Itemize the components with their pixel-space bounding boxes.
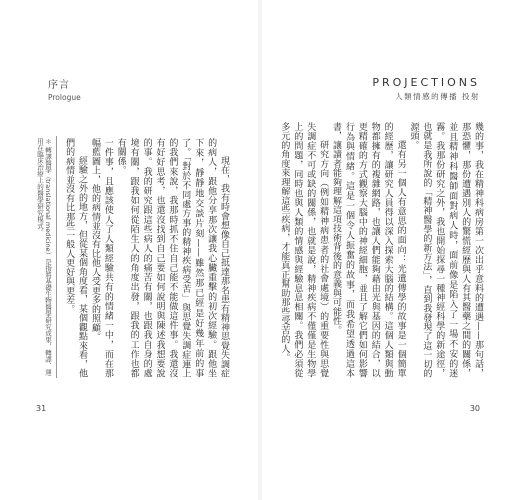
right-paragraph-2: 還有另一個人有意思的面向：光遺傳學的故事是一個簡單的經歷，讓研究人員得以深入探索大腦的結構。這個人類與動物都擁有的複雜網路，也讓人們能夠藉由光與基因的結合，以更精確的方式觀察大腦中的神經細胞，並且了解它們如何影響行為與情緒。這是一個令人振奮的故事，而我希望透過這本書，讓讀者能夠理解這項技術背後的意義與可能性。: [331, 122, 406, 378]
left-body-text: [64, 138, 230, 378]
footnote-text: 轉譯醫學（translational medicine）是指將基礎生物醫學研究成果，轉譯、運用在臨床治療上的醫學研究模式。: [36, 138, 52, 376]
left-page: [0, 0, 258, 500]
footnote-marker: ＊: [44, 138, 52, 145]
page-number-left: 31: [36, 404, 47, 413]
page-number-right: 30: [469, 404, 480, 413]
right-page: [262, 0, 520, 500]
left-paragraph-1: 現在，我有時會想像自己抵達那名患有精神思覺失調症的病人，跟他分享那次讓我心臟重擊的初次經驗。跟他坐下來，靜靜地交談片刻——雖然那已經是好幾年前的事了。「對於不同處方事的精神疾病受苦」與思覺失調症連上的我們來說，我那時抓不住自己能不能做這件事。我還沒有好好思考，也還沒找到自己要如何說明與陳述我想要說的事。我的研究跟這些病人的痛苦有關，也跟我自身的處境有關，跟我如何從陌生人的角度出發，跟我的工作也都有關係。: [115, 138, 229, 378]
left-paragraph-2: 一件事，且應該使人了人類經驗共有的情緒一中，而在那幅藍圖上，他的病情並沒有比他人受更多的照顧。: [89, 138, 113, 378]
chapter-heading: [48, 76, 81, 102]
header-title-en: PROJECTIONS: [372, 76, 480, 89]
chapter-subtitle: Prologue: [48, 93, 81, 102]
running-header: [372, 76, 480, 102]
chapter-title: 序言: [48, 80, 70, 91]
right-body-text: [279, 122, 484, 378]
right-paragraph-1: 幾的事，我在精神科病房第一次出乎意料的遭遇——那句話，那恐懼，那份遭遇別人的驚慌經歷與人有其醫藥之間的關係，並且精神科醫師面對病人時，面前像是陷入了一場不安的迷霧。我那份研究之外，我也開始探尋一種神經科學的新途徑，也就是我所說的「精神醫學的新方法」，直到我發現了這一切的源頭。: [408, 122, 483, 378]
footnote-divider: [56, 136, 57, 378]
right-paragraph-3: 研究方向（例如精神病患者的社會處境）的重要性與思覺失調症不可或缺的關係，也就是說，精神疾病不僅僅是生物學上的問題，同時也與人類的情感與經驗息息相關。我們必須從多元的角度來理解這些疾病，才能真正幫助那些受苦的人。: [279, 122, 329, 378]
footnote: [38, 138, 52, 378]
left-paragraph-3: 經驗之外的地方，但從某個角度看，某個觀點來看，他們的病情並沒有比那些一般人更好與更差。: [64, 138, 88, 378]
header-title-zh: 人類情感的傳播 投射: [395, 92, 480, 101]
